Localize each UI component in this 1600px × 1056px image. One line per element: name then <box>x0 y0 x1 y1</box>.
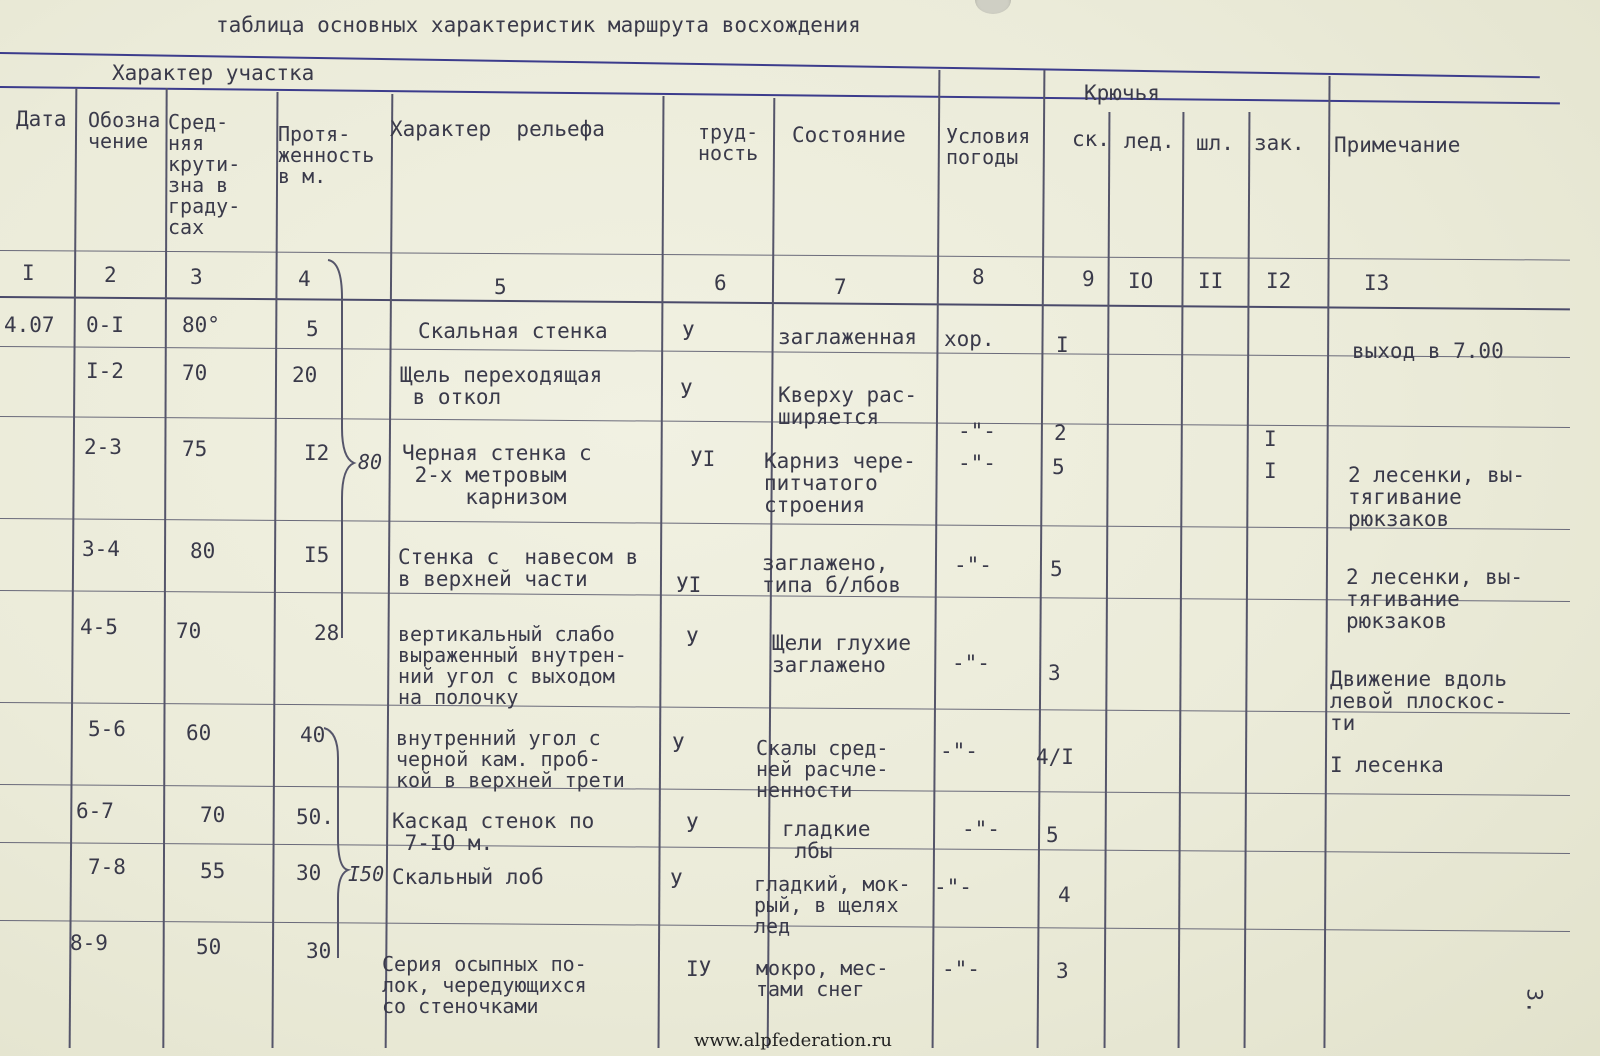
row-6-slope: 60 <box>186 721 212 745</box>
row-2-relief: Щель переходящая в откол <box>400 363 603 409</box>
row-9-weather: -"- <box>942 957 980 981</box>
col-number-13: I3 <box>1364 271 1390 295</box>
col-number-5: 5 <box>494 275 507 299</box>
row-7-state: гладкие лбы <box>782 817 871 863</box>
row-3-mark: 2-3 <box>84 435 122 459</box>
header-length: Протя- женность в м. <box>278 122 375 188</box>
header-difficulty: труд- ность <box>698 120 759 165</box>
row-4-relief: Стенка с навесом в в верхней части <box>398 545 639 591</box>
row-9-relief: Серия осыпных по- лок, чередующихся со стеночками <box>382 952 587 1018</box>
row-9-slope: 50 <box>196 935 222 959</box>
row-2-sk: 2 <box>1054 421 1067 445</box>
col-number-10: IO <box>1128 269 1154 293</box>
vrule-8 <box>1037 70 1046 1048</box>
header-led: лед. <box>1124 129 1175 153</box>
col-number-4: 4 <box>298 267 311 291</box>
row-6-state: Скалы сред- ней расчле- ненности <box>756 736 889 802</box>
row-6-note: I лесенка <box>1330 753 1444 777</box>
row-6-length: 40 <box>300 723 326 747</box>
col-number-7: 7 <box>834 275 847 299</box>
row-1-length: 5 <box>306 317 319 341</box>
row-1-mark: 0-I <box>86 313 124 337</box>
row-2-length: 20 <box>292 363 318 387</box>
row-5-length: 28 <box>314 621 340 645</box>
row-7-weather: -"- <box>962 817 1000 841</box>
vrule-11 <box>1244 112 1251 1048</box>
vrule-5 <box>658 96 665 1048</box>
rule-row-3 <box>0 518 1570 530</box>
vrule-7 <box>932 70 941 1048</box>
row-4-slope: 80 <box>190 539 216 563</box>
row-4-note: 2 лесенки, вы- тягивание рюкзаков <box>1346 565 1524 633</box>
group-header: Характер участка <box>112 61 315 85</box>
page-title: таблица основных характеристик маршрута восхождения <box>216 13 861 37</box>
vrule-12 <box>1323 76 1330 1048</box>
row-5-note: Движение вдоль левой плоскос- ти <box>1330 667 1508 735</box>
vrule-2 <box>162 88 167 1048</box>
row-4-mark: 3-4 <box>82 537 120 561</box>
row-7-difficulty: У <box>686 813 699 837</box>
col-number-3: 3 <box>190 265 203 289</box>
row-3-note: 2 лесенки, вы- тягивание рюкзаков <box>1348 463 1526 531</box>
header-slope: Сред- няя крути- зна в граду- сах <box>168 110 241 239</box>
row-8-length: 30 <box>296 861 322 885</box>
row-5-slope: 70 <box>176 619 202 643</box>
col-number-8: 8 <box>972 265 985 289</box>
header-note: Примечание <box>1334 133 1461 157</box>
row-3-relief: Черная стенка с 2-х метровым карнизом <box>402 441 592 509</box>
page-number: 3. <box>1522 988 1547 1014</box>
row-8-weather: -"- <box>934 875 972 899</box>
row-8-slope: 55 <box>200 859 226 883</box>
brace-sum-2: I50 <box>348 862 385 886</box>
vrule-9 <box>1104 112 1111 1048</box>
row-9-mark: 8-9 <box>70 931 108 955</box>
header-zak: зак. <box>1254 131 1305 155</box>
row-9-difficulty: IУ <box>686 957 712 981</box>
row-6-relief: внутренний угол с черной кам. проб- кой в верхней трети <box>396 726 625 792</box>
row-1-relief: Скальная стенка <box>418 319 608 343</box>
row-4-length: I5 <box>304 543 330 567</box>
rule-header <box>0 86 1560 104</box>
row-3-zak: I <box>1264 459 1277 483</box>
row-6-difficulty: У <box>672 733 685 757</box>
rule-headers-bottom <box>0 250 1570 261</box>
row-3-sk: 5 <box>1052 455 1065 479</box>
row-5-relief: вертикальный слабо выраженный внутрен- ний угол с выходом на полочку <box>398 622 627 709</box>
col-number-9: 9 <box>1082 267 1095 291</box>
row-4-weather: -"- <box>954 553 992 577</box>
row-7-mark: 6-7 <box>76 799 114 823</box>
row-2-state: Кверху рас- ширяется <box>778 383 918 429</box>
row-8-relief: Скальный лоб <box>392 865 544 889</box>
row-8-state: гладкий, мок- рый, в щелях лед <box>754 872 911 938</box>
header-weather: Условия погоды <box>946 124 1031 169</box>
rule-numbers-bottom <box>0 296 1570 310</box>
row-8-mark: 7-8 <box>88 855 126 879</box>
row-4-sk: 5 <box>1050 557 1063 581</box>
vrule-3 <box>271 92 278 1048</box>
header-relief: Характер рельефа <box>390 117 605 141</box>
row-5-sk: 3 <box>1048 661 1061 685</box>
row-9-sk: 3 <box>1056 959 1069 983</box>
col-number-2: 2 <box>104 263 117 287</box>
row-1-weather: хор. <box>944 327 995 351</box>
col-number-1: I <box>22 261 35 285</box>
row-2-weather: -"- <box>958 419 996 443</box>
row-4-state: заглажено, типа б/лбов <box>762 551 902 597</box>
row-4-difficulty: УI <box>676 573 702 597</box>
row-6-mark: 5-6 <box>88 717 126 741</box>
brace-marks <box>320 258 400 1048</box>
row-7-slope: 70 <box>200 803 226 827</box>
col-number-11: II <box>1198 269 1224 293</box>
row-5-difficulty: У <box>686 627 699 651</box>
row-6-sk: 4/I <box>1036 745 1074 769</box>
row-7-sk: 5 <box>1046 823 1059 847</box>
row-3-length: I2 <box>304 441 330 465</box>
row-2-difficulty: У <box>680 379 693 403</box>
row-5-mark: 4-5 <box>80 615 118 639</box>
row-1-note: выход в 7.00 <box>1352 339 1504 363</box>
row-7-relief: Каскад стенок по 7-IO м. <box>392 809 595 855</box>
row-3-slope: 75 <box>182 437 208 461</box>
row-1-state: заглаженная <box>778 325 918 349</box>
row-7-length: 50. <box>296 805 334 829</box>
row-1-sk: I <box>1056 333 1069 357</box>
row-2-zak: I <box>1264 427 1277 451</box>
brace-sum-1: 80 <box>358 450 383 474</box>
row-6-weather: -"- <box>940 739 978 763</box>
footer-url[interactable]: www.alpfederation.ru <box>694 1030 892 1051</box>
col-number-12: I2 <box>1266 269 1292 293</box>
row-1-slope: 80° <box>182 313 220 337</box>
hooks-header: Крючья <box>1084 81 1160 105</box>
row-9-state: мокро, мес- тами снег <box>756 956 889 1001</box>
row-1-date: 4.07 <box>4 313 55 337</box>
header-state: Состояние <box>792 123 906 147</box>
row-3-difficulty: УI <box>690 447 716 471</box>
row-8-difficulty: У <box>670 869 683 893</box>
row-5-weather: -"- <box>952 651 990 675</box>
row-2-mark: I-2 <box>86 359 124 383</box>
row-2-slope: 70 <box>182 361 208 385</box>
row-5-state: Щели глухие заглажено <box>772 631 912 677</box>
vrule-1 <box>69 88 78 1048</box>
punch-hole <box>975 0 1011 14</box>
row-3-weather: -"- <box>958 451 996 475</box>
row-8-sk: 4 <box>1058 883 1071 907</box>
row-9-length: 30 <box>306 939 332 963</box>
header-shl: шл. <box>1196 131 1234 155</box>
row-3-state: Карниз чере- питчатого строения <box>764 449 916 517</box>
vrule-10 <box>1178 112 1185 1048</box>
header-sk: ск. <box>1072 127 1110 151</box>
row-1-difficulty: У <box>682 321 695 345</box>
header-date: Дата <box>16 107 67 131</box>
col-number-6: 6 <box>714 271 727 295</box>
header-mark: Обозна чение <box>88 108 161 153</box>
